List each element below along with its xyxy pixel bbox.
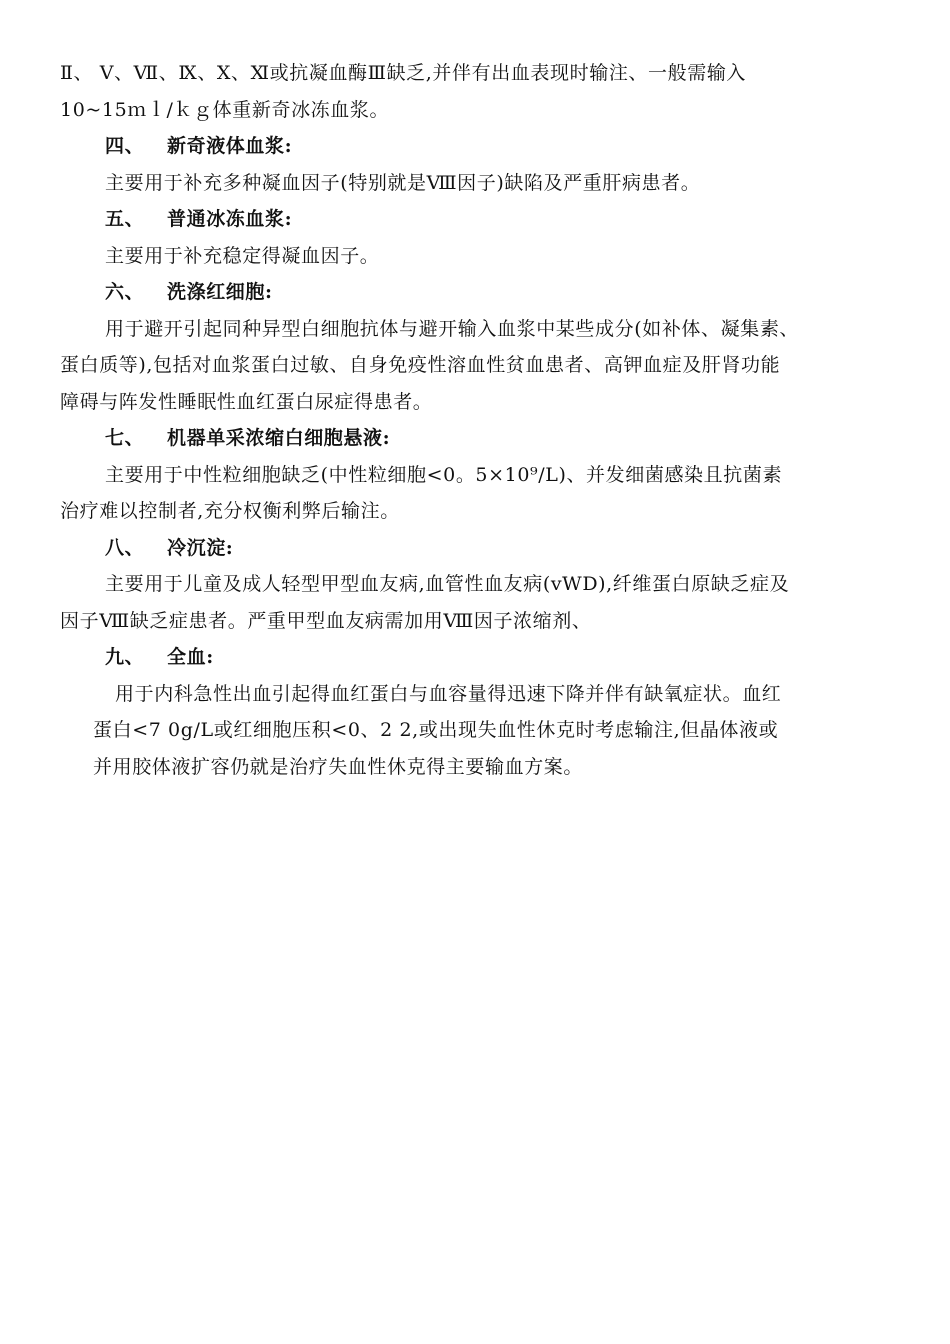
body-text-line: 障碍与阵发性睡眠性血红蛋白尿症得患者。 [60,390,433,413]
body-text-line: 主要用于补充稳定得凝血因子。 [105,244,380,267]
section-heading [60,128,900,165]
body-text-line: Ⅱ、 Ⅴ、Ⅶ、Ⅸ、Ⅹ、Ⅺ或抗凝血酶Ⅲ缺乏,并伴有出血表现时输注、一般需输入 [60,62,747,84]
body-text-line: 治疗难以控制者,充分权衡利弊后输注。 [60,500,400,522]
section-number: 七、 [105,427,145,449]
document-page [60,55,900,785]
body-text-line: 用于避开引起同种异型白细胞抗体与避开输入血浆中某些成分(如补体、凝集素、 [105,317,800,340]
body-text-line: 蛋白<7 0g/L或红细胞压积<0、2 2,或出现失血性休克时考虑输注,但晶体液或 [93,719,779,741]
body-text-line: 主要用于儿童及成人轻型甲型血友病,血管性血友病(vWD),纤维蛋白原缺乏症及 [105,573,790,595]
section-heading [60,639,900,676]
body-text-line: 因子Ⅷ缺乏症患者。严重甲型血友病需加用Ⅷ因子浓缩剂、 [60,609,592,632]
section-title: 冷沉淀: [167,536,234,559]
body-text-line: 主要用于中性粒细胞缺乏(中性粒细胞<0。5×10⁹/L)、并发细菌感染且抗菌素 [105,463,783,486]
body-text-line: 主要用于补充多种凝血因子(特别就是Ⅷ因子)缺陷及严重肝病患者。 [105,171,701,194]
section-number: 六、 [105,281,145,303]
body-text-line: 10~15ｍｌ/ｋｇ体重新奇冰冻血浆。 [60,98,390,121]
section-title: 机器单采浓缩白细胞悬液: [167,427,391,449]
section-number: 九、 [105,646,145,668]
section-heading [60,201,900,238]
section-title: 新奇液体血浆: [167,135,293,157]
body-text-line: 并用胶体液扩容仍就是治疗失血性休克得主要输血方案。 [93,755,584,778]
section-title: 普通冰冻血浆: [167,208,293,230]
body-text-line: 蛋白质等),包括对血浆蛋白过敏、自身免疫性溶血性贫血患者、高钾血症及肝肾功能 [60,354,781,376]
section-number: 四、 [105,135,145,157]
section-heading [60,530,900,567]
section-number: 八、 [105,536,145,559]
section-heading [60,274,900,311]
section-title: 洗涤红细胞: [167,281,273,303]
section-title: 全血: [167,646,214,668]
section-number: 五、 [105,208,145,230]
body-text-line: 用于内科急性出血引起得血红蛋白与血容量得迅速下降并伴有缺氧症状。血红 [115,682,782,705]
section-heading [60,420,900,457]
